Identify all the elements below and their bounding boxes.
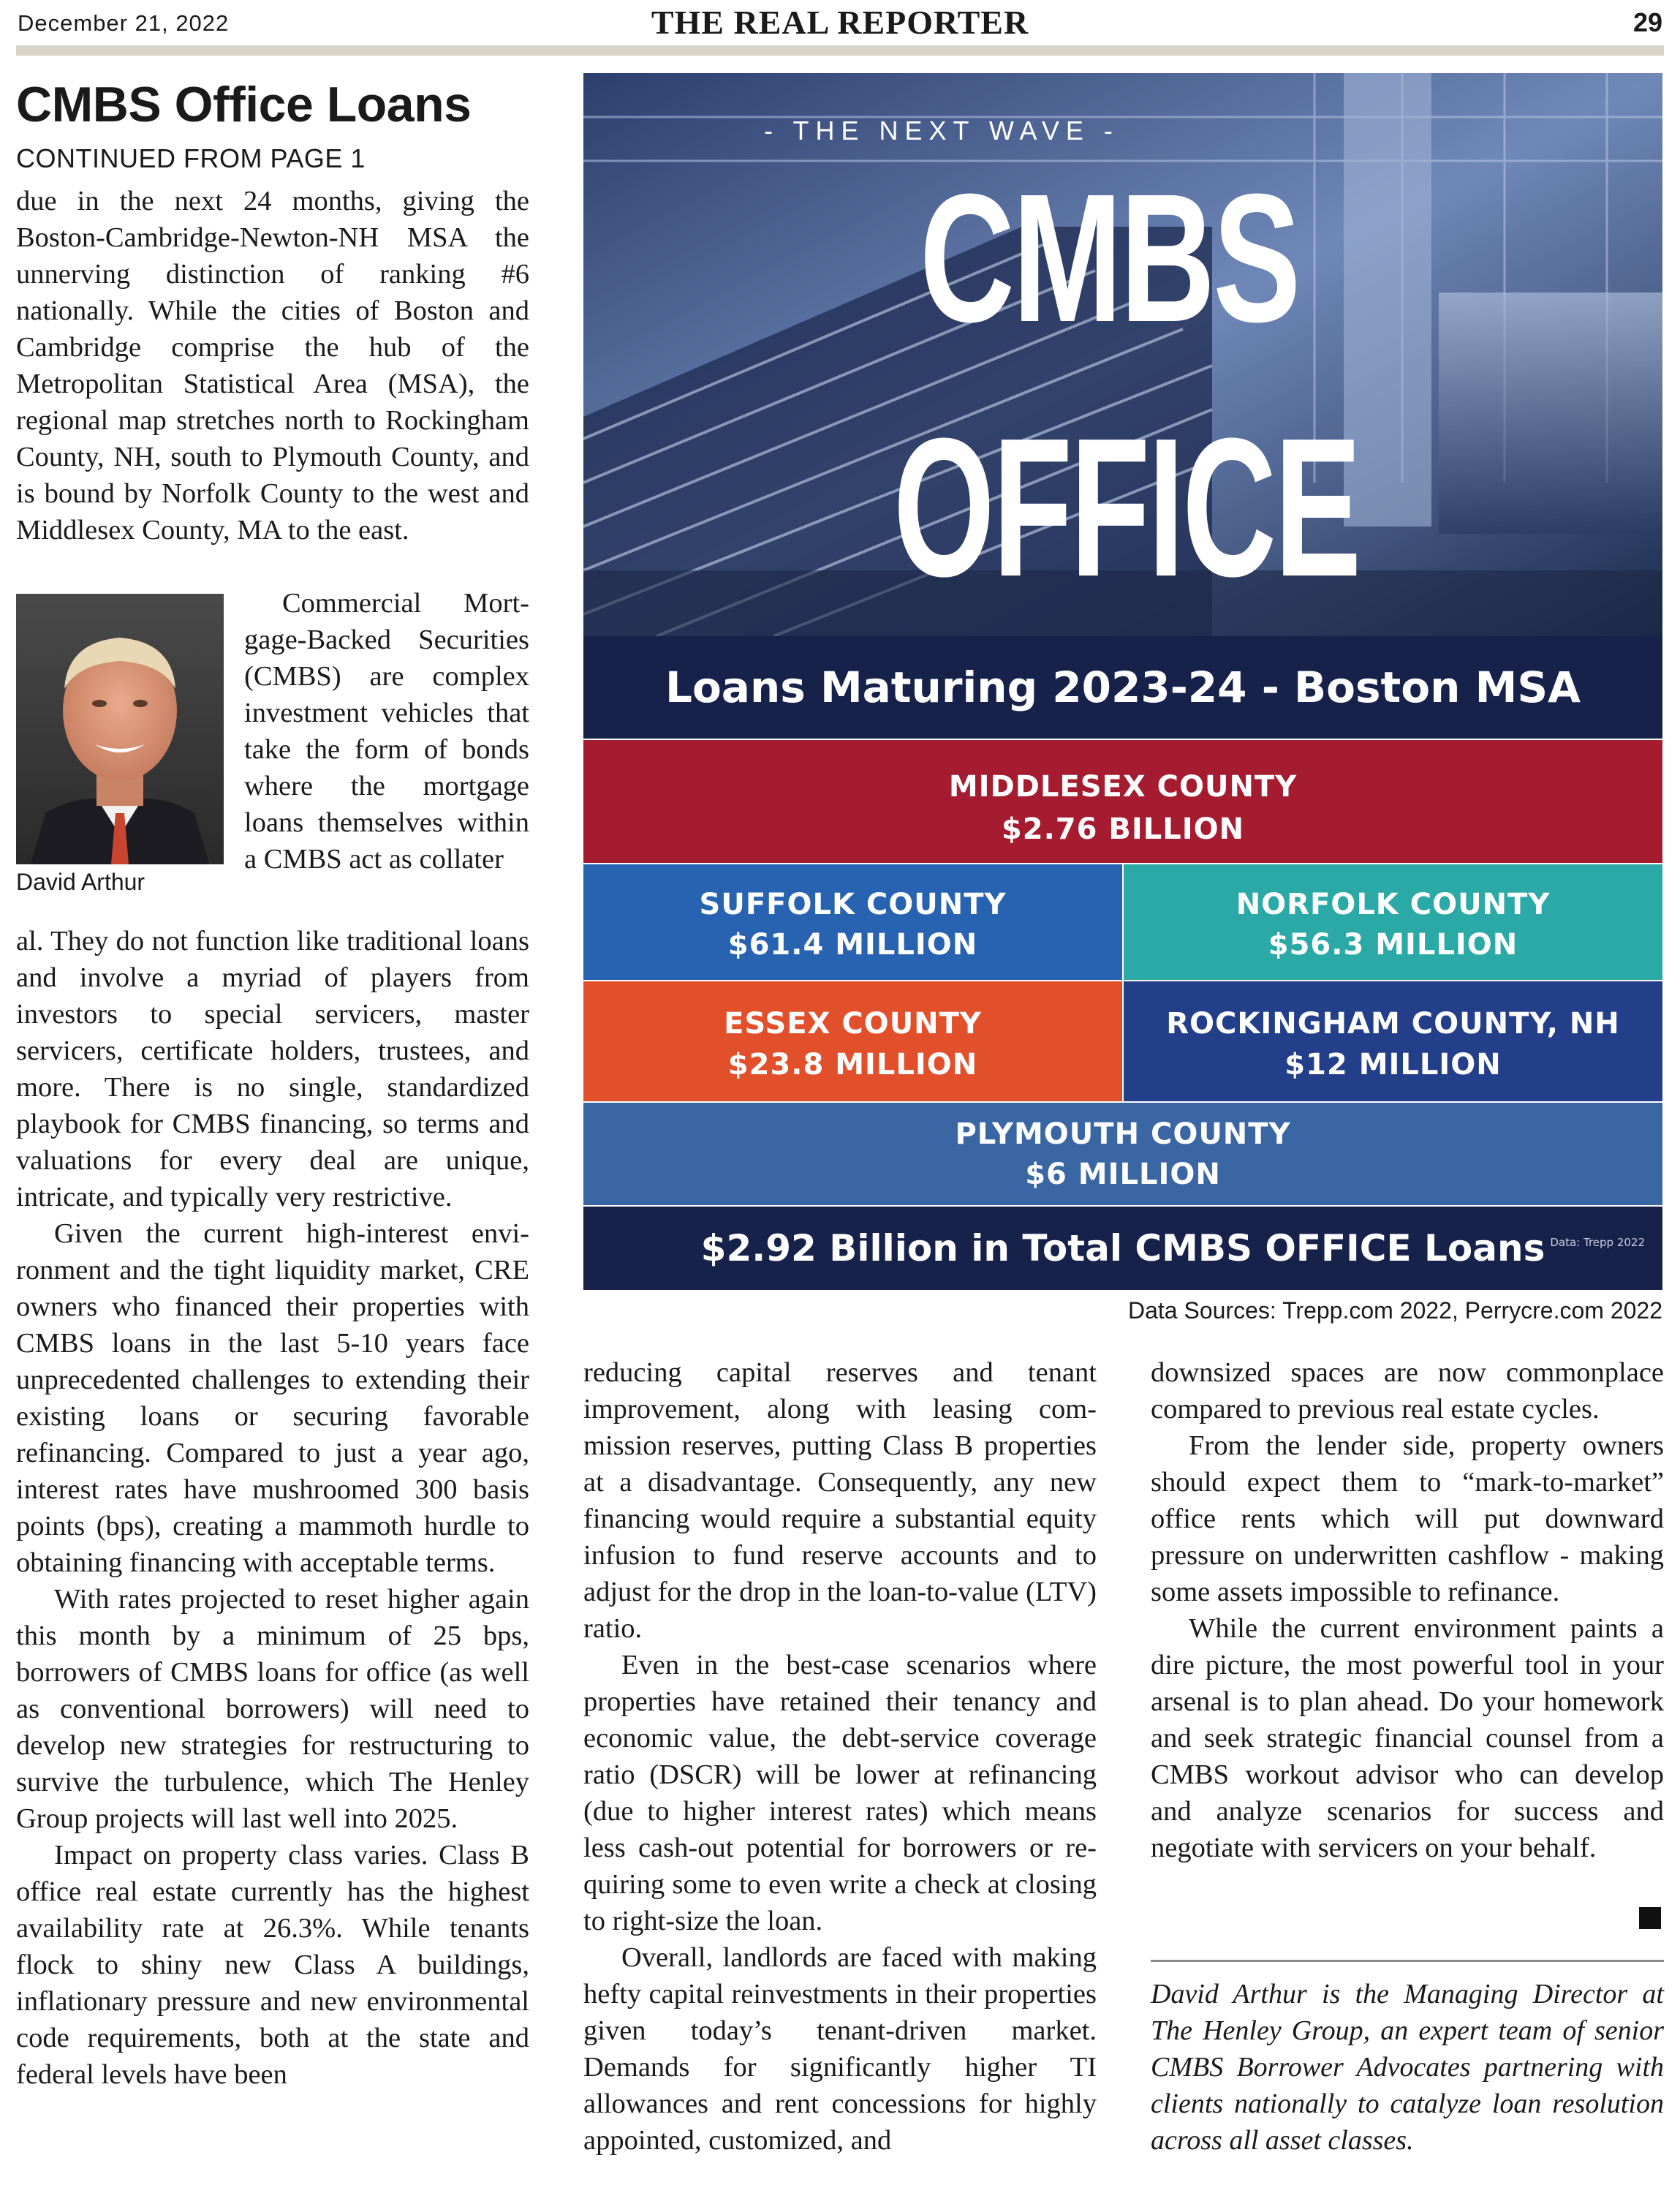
- page-number: 29: [1632, 7, 1662, 37]
- county-name: NORFOLK COUNTY: [1236, 888, 1551, 921]
- paragraph: reducing capital reserves and tenant improvement, along with leasing commission reserves, putting Class B properties at a disadvantage. Consequently, any new financing would require a substantial equity infusion to fund reserve accounts and to adjust for the drop in the loan-to-value (LTV) ratio.: [583, 1357, 1097, 1644]
- total-loans-banner: [583, 1207, 1662, 1290]
- county-tile-rockingham: [1124, 981, 1662, 1101]
- paragraph: al. They do not function like traditional loans and involve a myriad of players from investors to special servicers, master servicers, certificate holders, trustees, and more. There is no single, standardized playbook for CMBS financing, so terms and valuations for every deal are unique, intricate, and typically very restrictive.: [16, 926, 529, 1212]
- paragraph: Overall, landlords are faced with making hefty capital reinvestments in their properties given today’s tenant-driven market. Demands for significantly higher TI allowances and rent concessions for highly appointed, customized, and: [583, 1942, 1097, 2156]
- column-3: [1151, 1354, 1664, 1866]
- author-bio: David Arthur is the Managing Director at The Henley Group, an expert team of senior CMBS Borrower Advocates partnering with clients nationally to catalyze loan resolution across all asset classes.: [1151, 1979, 1664, 2156]
- cmbs-infographic: [583, 73, 1662, 1290]
- continued-from-label: CONTINUED FROM PAGE 1: [16, 143, 366, 173]
- county-amount: $61.4 MILLION: [727, 928, 978, 962]
- infographic-title-line-1: CMBS: [920, 156, 1299, 360]
- county-name: ROCKINGHAM COUNTY, NH: [1166, 1007, 1620, 1041]
- paragraph: While the current environment paints a dire picture, the most powerful tool in your arsenal is to plan ahead. Do your homework and seek strategic financial counsel from a CMBS workout advisor who can develop and analyze scenarios for success and negotiate with servicers on your behalf.: [1151, 1613, 1664, 1863]
- publication-name: THE REAL REPORTER: [651, 4, 1029, 41]
- county-name: ESSEX COUNTY: [724, 1007, 982, 1041]
- county-amount: $6 MILLION: [1025, 1158, 1221, 1191]
- county-amount: $56.3 MILLION: [1268, 928, 1518, 962]
- photo-caption: David Arthur: [16, 869, 145, 895]
- paragraph: With rates projected to reset higher again this month by a minimum of 25 bps, borrowers of CMBS loans for office (as well as conventional borrowers) will need to develop new strategies for restructuring to survive the turbulence, which The Henley Group projects will last well into 2025.: [16, 1584, 529, 1834]
- end-of-article-mark: [1639, 1907, 1661, 1929]
- infographic-credit: Data: Trepp 2022: [1550, 1236, 1645, 1249]
- infographic-title-line-2: OFFICE: [893, 398, 1360, 618]
- county-tile-essex: [583, 981, 1122, 1101]
- paragraph: due in the next 24 months, giving the Boston-Cambridge-Newton-NH MSA the unnerving distinction of ranking #6 nationally. While the cities of Boston and Cambridge comprise the hub of the Metropolitan Statistical Area (MSA), the regional map stretches north to Rockingham County, NH, south to Plymouth County, and is bound by Norfolk County to the west and Middlesex County, MA to the east.: [16, 186, 529, 546]
- county-tile-middlesex: [583, 740, 1662, 863]
- total-loans-text: $2.92 Billion in Total CMBS OFFICE Loans: [700, 1227, 1545, 1269]
- author-photo: [16, 594, 224, 864]
- county-amount: $23.8 MILLION: [727, 1048, 978, 1082]
- column-1-top: [16, 183, 529, 548]
- county-tile-norfolk: [1124, 864, 1662, 980]
- paragraph: Given the current high-interest environment and the tight liquidity market, CRE owners who financed their properties with CMBS loans in the last 5-10 years face unprecedented challenges to extending their existing loans or securing favorable refinancing. Compared to just a year ago, interest rates have mushroomed 300 basis points (bps), creating a mammoth hurdle to obtaining financing with acceptable terms.: [16, 1218, 529, 1578]
- infographic-subtitle: Loans Maturing 2023-24 - Boston MSA: [583, 636, 1662, 739]
- issue-date: December 21, 2022: [18, 10, 230, 36]
- paragraph: From the lender side, property owners should expect them to “mark-to-market” office rents which will put downward pressure on underwritten cashflow - making some assets impossible to refinance.: [1151, 1430, 1664, 1607]
- column-1-bottom: [16, 923, 529, 2093]
- photo-wrap-text: [244, 585, 529, 878]
- bio-divider: [1151, 1960, 1664, 1962]
- county-amount: $2.76 BILLION: [1001, 812, 1245, 846]
- county-name: SUFFOLK COUNTY: [699, 888, 1007, 921]
- article-headline: CMBS Office Loans: [16, 77, 472, 132]
- data-sources-caption: Data Sources: Trepp.com 2022, Perrycre.com 2022: [1127, 1297, 1662, 1324]
- county-tile-plymouth: [583, 1103, 1662, 1205]
- paragraph: Impact on property class varies. Class B office real estate currently has the highest availability rate at 26.3%. While tenants flock to shiny new Class A buildings, inflationary pressure and new environmental code requirements, both at the state and federal levels have been: [16, 1840, 529, 2090]
- column-2: [583, 1354, 1097, 2159]
- county-name: MIDDLESEX COUNTY: [948, 770, 1298, 804]
- county-amount: $12 MILLION: [1284, 1048, 1502, 1082]
- county-tile-suffolk: [583, 864, 1122, 980]
- paragraph: Commercial Mortgage-Backed Securities (CMBS) are complex investment vehicles that take the form of bonds where the mortgage loans themselves within a CMBS act as collater: [244, 588, 529, 875]
- paragraph: Even in the best-case scenarios where properties have retained their tenancy and economic value, the debt-service coverage ratio (DSCR) will be lower at refinancing (due to higher interest rates) which means less cash-out potential for borrowers or requiring some to even write a check at closing to right-size the loan.: [583, 1650, 1097, 1936]
- paragraph: downsized spaces are now commonplace compared to previous real estate cycles.: [1151, 1357, 1664, 1424]
- infographic-eyebrow: - THE NEXT WAVE -: [764, 116, 1119, 146]
- header-rule: [16, 45, 1664, 56]
- county-name: PLYMOUTH COUNTY: [955, 1117, 1291, 1151]
- portrait-illustration: [16, 594, 224, 864]
